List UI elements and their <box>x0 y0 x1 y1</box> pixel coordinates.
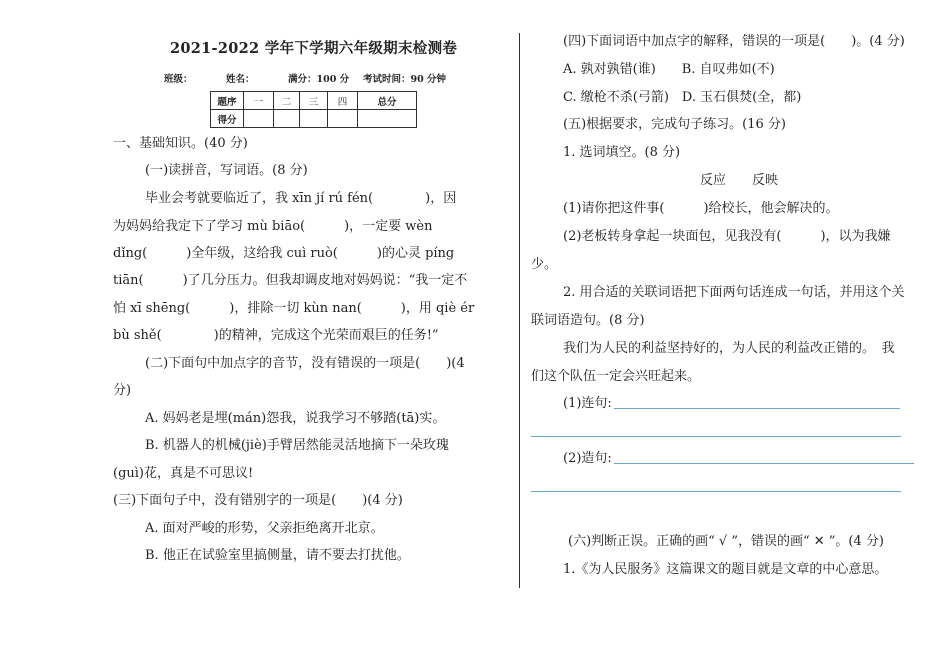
table-cell: 一 <box>244 92 274 110</box>
full-score: 满分：100 分 <box>288 74 350 85</box>
option-b: B. 他正在试验室里搞侧量，请不要去打扰他。 <box>145 548 410 563</box>
option-a: A. 妈妈老是埋(mán)怨我，说我学习不够踏(tā)实。 <box>145 411 446 426</box>
options-cd: C. 缴枪不杀(弓箭) D. 玉石俱焚(全，都) <box>563 90 802 105</box>
question-3-heading: (三)下面句子中，没有错别字的一项是( )(4 分) <box>113 493 403 508</box>
table-cell: 三 <box>300 92 328 110</box>
score-table <box>210 91 417 128</box>
class-label: 班级： <box>164 74 193 85</box>
paragraph-line: tiān( )了几分压力。但我却调皮地对妈妈说：“我一定不 <box>113 273 468 288</box>
exam-title: 2021-2022 学年下学期六年级期末检测卷 <box>170 40 458 57</box>
make-answer-line[interactable] <box>614 463 914 464</box>
fill-sentence-2: (2)老板转身拿起一块面包，见我没有( )，以为我嫌 <box>563 229 891 244</box>
paragraph-line: 怕 xī shēng( )，排除一切 kùn nan( )，用 qiè ér <box>113 301 475 316</box>
table-cell: 题序 <box>211 92 244 110</box>
score-cell[interactable] <box>300 110 328 128</box>
table-cell: 得分 <box>211 110 244 128</box>
example-sentence: 我们为人民的利益坚持好的，为人民的利益改正错的。 我 <box>563 341 895 356</box>
column-divider <box>519 33 520 588</box>
question-2-heading: (二)下面句中加点字的音节，没有错误的一项是( )(4 <box>145 356 465 371</box>
paragraph-line: 为妈妈给我定下了学习 mù biāo( )，一定要 wèn <box>113 219 433 234</box>
table-cell: 总分 <box>358 92 417 110</box>
question-4-heading: (四)下面词语中加点字的解释，错误的一项是( )。(4 分) <box>563 34 905 49</box>
make-sentence-label: (2)造句: <box>563 451 612 466</box>
fill-sentence-2-cont: 少。 <box>531 257 558 272</box>
question-2-heading-cont: 分) <box>113 383 132 398</box>
connect-label: (1)连句: <box>563 396 612 411</box>
options-ab: A. 孰对孰错(谁) B. 自叹弗如(不) <box>563 62 775 77</box>
table-row <box>211 92 417 110</box>
option-b: B. 机器人的机械(jiè)手臂居然能灵活地摘下一朵玫瑰 <box>145 438 449 453</box>
judgement-item-1: 1.《为人民服务》这篇课文的题目就是文章的中心意思。 <box>563 562 888 577</box>
table-cell: 二 <box>274 92 300 110</box>
question-5-2: 2. 用合适的关联词语把下面两句话连成一句话，并用这个关 <box>563 285 905 300</box>
table-cell: 四 <box>328 92 358 110</box>
section-1-heading: 一、基础知识。(40 分) <box>113 136 248 151</box>
score-cell[interactable] <box>328 110 358 128</box>
paragraph-line: bù shě( )的精神，完成这个光荣而艰巨的任务!” <box>113 328 439 343</box>
paragraph-line: dǐng( )全年级，这给我 cuì ruò( )的心灵 píng <box>113 246 455 261</box>
word-choices: 反应 反映 <box>700 173 779 188</box>
make-answer-line-2[interactable] <box>531 491 901 492</box>
question-5-2-cont: 联词语造句。(8 分) <box>531 313 645 328</box>
example-sentence-cont: 们这个队伍一定会兴旺起来。 <box>531 369 701 384</box>
score-cell[interactable] <box>244 110 274 128</box>
score-cell[interactable] <box>358 110 417 128</box>
name-label: 姓名： <box>226 74 255 85</box>
paragraph-line: 毕业会考就要临近了，我 xīn jí rú fén( )，因 <box>145 191 457 206</box>
connect-answer-line-2[interactable] <box>531 436 901 437</box>
question-6-heading: (六)判断正误。正确的画“ √ ”，错误的画“ ✕ ”。(4 分) <box>568 534 884 549</box>
question-1-heading: (一)读拼音，写词语。(8 分) <box>145 163 308 178</box>
question-5-1: 1. 选词填空。(8 分) <box>563 145 681 160</box>
table-row <box>211 110 417 128</box>
score-cell[interactable] <box>274 110 300 128</box>
connect-answer-line[interactable] <box>614 408 900 409</box>
question-5-heading: (五)根据要求，完成句子练习。(16 分) <box>563 117 786 132</box>
option-a: A. 面对严峻的形势，父亲拒绝离开北京。 <box>145 521 384 536</box>
exam-time: 考试时间：90 分钟 <box>363 74 447 85</box>
option-b-cont: (guì)花，真是不可思议! <box>113 466 254 481</box>
fill-sentence-1: (1)请你把这件事( )给校长，他会解决的。 <box>563 201 839 216</box>
